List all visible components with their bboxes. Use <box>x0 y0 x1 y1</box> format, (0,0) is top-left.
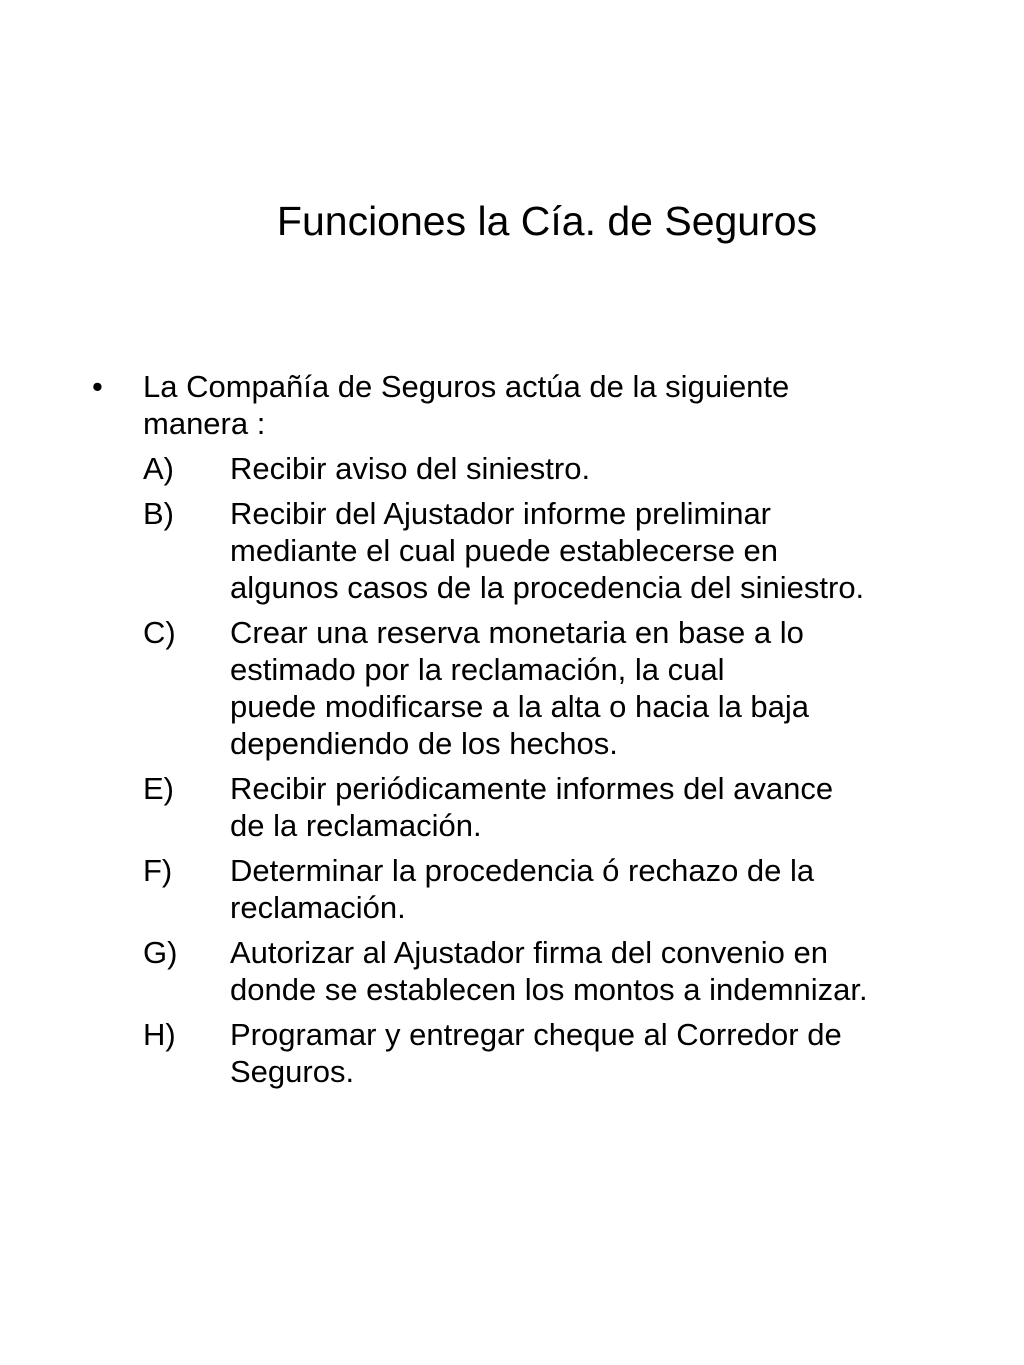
item-text: Crear una reserva monetaria en base a lo estimado por la reclamación, la cual puede modificarse a la alta o hacia la baja dependiendo de los hechos. <box>230 615 810 761</box>
list-item <box>92 450 972 487</box>
list-item <box>92 934 972 1008</box>
item-text: Recibir aviso del siniestro. <box>230 451 591 486</box>
list-item <box>92 1016 972 1090</box>
item-letter: B) <box>143 496 174 531</box>
item-letter: A) <box>143 451 174 486</box>
bullet-item <box>92 368 972 442</box>
item-letter: E) <box>143 771 174 806</box>
item-letter: C) <box>143 615 176 650</box>
item-text: Autorizar al Ajustador firma del convenio en donde se establecen los montos a indemnizar. <box>230 935 868 1007</box>
item-text: Programar y entregar cheque al Corredor de Seguros. <box>230 1017 842 1089</box>
list-item <box>92 614 972 762</box>
bullet-text: La Compañía de Seguros actúa de la siguiente manera : <box>143 369 790 441</box>
list-item <box>92 770 972 844</box>
slide-content <box>92 368 972 1090</box>
item-text: Recibir del Ajustador informe preliminar mediante el cual puede establecerse en algunos casos de la procedencia del siniestro. <box>230 496 865 605</box>
item-letter: F) <box>143 853 173 888</box>
list-item <box>92 852 972 926</box>
item-letter: G) <box>143 935 178 970</box>
slide-title: Funciones la Cía. de Seguros <box>276 198 818 244</box>
item-letter: H) <box>143 1017 176 1052</box>
item-text: Determinar la procedencia ó rechazo de la reclamación. <box>230 853 815 925</box>
item-text: Recibir periódicamente informes del avance de la reclamación. <box>230 771 834 843</box>
bullet-icon: • <box>92 369 103 404</box>
list-item <box>92 495 972 606</box>
function-list <box>92 450 972 1090</box>
